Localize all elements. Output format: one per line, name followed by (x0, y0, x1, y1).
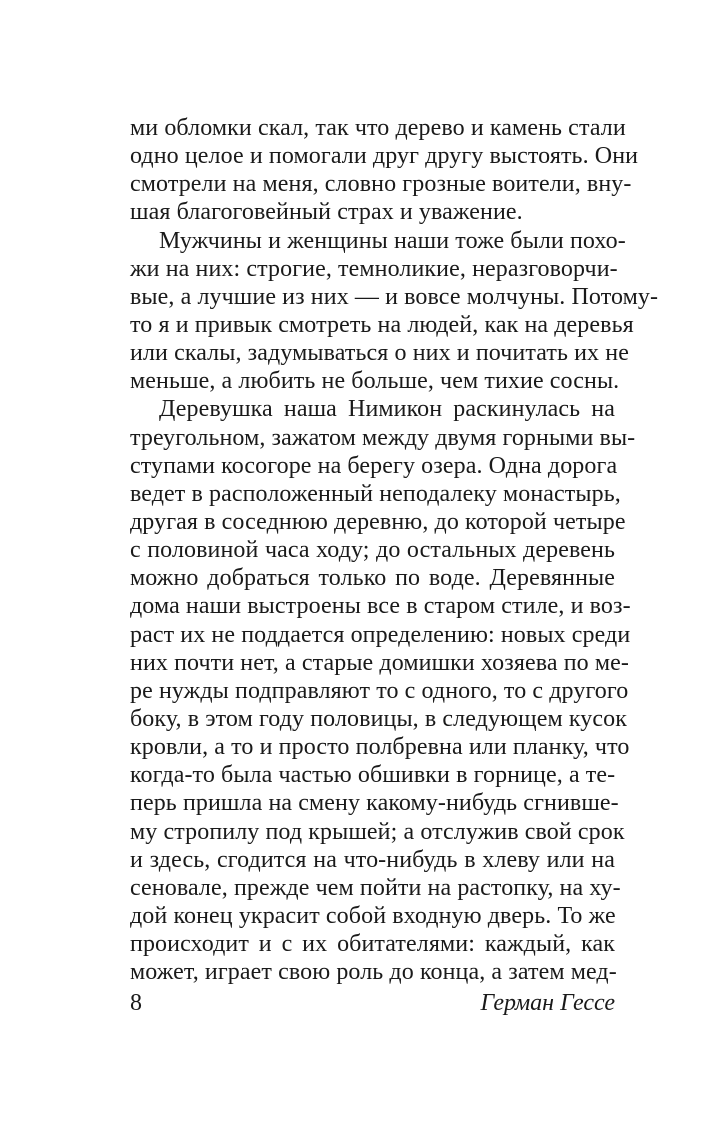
text-line: то я и привык смотреть на людей, как на деревья (130, 311, 634, 338)
text-line: треугольном, зажатом между двумя горными вы- (130, 424, 636, 451)
text-line: ступами косогоре на берегу озера. Одна дорога (130, 452, 618, 479)
text-line: боку, в этом году половицы, в следующем кусок (130, 705, 627, 732)
text-line: другая в соседнюю деревню, до которой четыре (130, 508, 626, 535)
text-line: перь пришла на смену какому-нибудь сгнивше- (130, 790, 619, 817)
page-number: 8 (130, 990, 142, 1016)
text-line: или скалы, задумываться о них и почитать их не (130, 340, 629, 367)
text-line: может, играет свою роль до конца, а затем мед- (130, 959, 617, 986)
text-line: можно добраться только по воде. Деревянные (130, 565, 615, 592)
text-line: когда-то была частью обшивки в горнице, а те- (130, 762, 616, 789)
text-line: раст их не поддается определению: новых среди (130, 621, 631, 648)
text-line: с половиной часа ходу; до остальных деревень (130, 537, 615, 564)
text-line: жи на них: строгие, темноликие, неразговорчи- (130, 255, 618, 282)
text-line: вые, а лучшие из них — и вовсе молчуны. Потому- (130, 283, 659, 310)
text-line: меньше, а любить не больше, чем тихие сосны. (130, 368, 620, 395)
text-line: ми обломки скал, так что дерево и камень стали (130, 115, 626, 141)
text-line: шая благоговейный страх и уважение. (130, 199, 523, 226)
paragraph (130, 395, 636, 986)
text-line: Деревушка наша Нимикон раскинулась на (159, 396, 615, 423)
text-line: и здесь, сгодится на что-нибудь в хлеву или на (130, 846, 615, 873)
running-head-author: Герман Гессе (480, 990, 615, 1016)
text-line: происходит и с их обитателями: каждый, как (130, 931, 615, 958)
text-line: дой конец украсит собой входную дверь. То же (130, 902, 616, 929)
text-line: смотрели на меня, словно грозные воители, вну- (130, 171, 632, 198)
body-text (130, 114, 659, 986)
text-line: ведет в расположенный неподалеку монастырь, (130, 480, 621, 507)
paragraph (130, 114, 639, 227)
text-line: ре нужды подправляют то с одного, то с другого (130, 677, 629, 704)
page-footer (130, 988, 615, 1018)
text-line: Мужчины и женщины наши тоже были похо- (159, 227, 626, 254)
text-line: сеновале, прежде чем пойти на растопку, на ху- (130, 874, 621, 901)
paragraph (130, 227, 659, 396)
text-line: му стропилу под крышей; а отслужив свой срок (130, 818, 625, 845)
text-line: них почти нет, а старые домишки хозяева по ме- (130, 649, 629, 676)
text-line: дома наши выстроены все в старом стиле, и воз- (130, 593, 631, 620)
text-line: кровли, а то и просто полбревна или планку, что (130, 734, 630, 761)
text-line: одно целое и помогали друг другу выстоять. Они (130, 143, 639, 170)
